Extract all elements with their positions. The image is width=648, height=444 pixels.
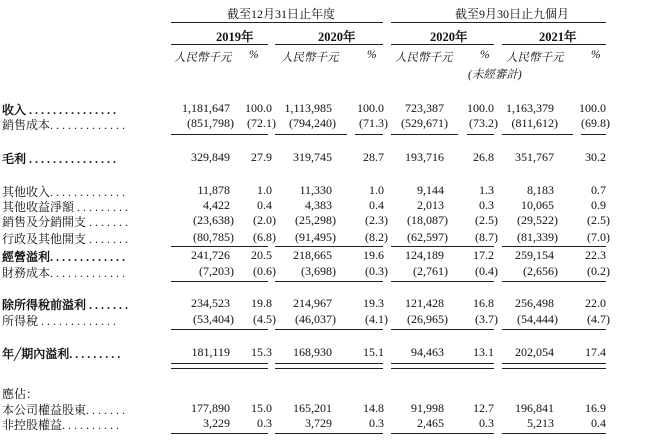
cell: 3,729	[305, 416, 332, 430]
total-double-rule	[391, 363, 494, 369]
cell: 22.3	[585, 248, 606, 262]
row-label: 經營溢利. . . . . . . . . . . . .	[2, 250, 126, 264]
cell: 0.7	[591, 183, 606, 197]
subtotal-rule	[275, 329, 383, 330]
cell: 19.3	[363, 296, 384, 310]
cell: 329,849	[191, 150, 230, 164]
unit-pct: %	[367, 49, 377, 61]
cell: 19.8	[251, 296, 272, 310]
cell: (8.2)	[365, 230, 388, 244]
subtotal-rule	[391, 329, 494, 330]
cell: (71.3)	[359, 116, 388, 130]
cell: (81,339)	[517, 230, 558, 244]
row-label: 銷售及分銷開支 . . . . . . .	[2, 215, 129, 229]
subtotal-rule	[391, 134, 458, 135]
cell: 10,065	[521, 198, 554, 212]
cell: (26,965)	[407, 312, 448, 326]
year-header-2021-9m: 2021年	[539, 30, 577, 44]
cell: 17.4	[585, 345, 606, 359]
cell: 168,930	[293, 345, 332, 359]
cell: 91,998	[411, 401, 444, 415]
cell: 20.5	[251, 248, 272, 262]
cell: 2,013	[417, 198, 444, 212]
cell: 26.8	[473, 150, 494, 164]
year-header-2020-9m: 2020年	[430, 30, 468, 44]
subtotal-rule	[391, 281, 494, 282]
unit-pct: %	[249, 49, 259, 61]
cell: 1,163,379	[506, 101, 554, 115]
total-double-rule	[171, 363, 268, 369]
cell: 22.0	[585, 296, 606, 310]
subtotal-rule	[171, 329, 268, 330]
cell: 234,523	[191, 296, 230, 310]
total-double-rule	[502, 363, 606, 369]
cell: 259,154	[515, 248, 554, 262]
cell: 202,054	[515, 345, 554, 359]
row-label: 其他收入. . . . . . . . . . . . .	[2, 185, 126, 199]
subtotal-rule	[171, 281, 268, 282]
row-label: 財務成本. . . . . . . . . . . . .	[2, 266, 126, 280]
cell: (46,037)	[295, 312, 336, 326]
cell: 100.0	[245, 101, 272, 115]
cell: 100.0	[579, 101, 606, 115]
row-label: 年╱期內溢利. . . . . . . . .	[2, 347, 121, 361]
subtotal-rule	[502, 246, 606, 247]
cell: 0.4	[257, 198, 272, 212]
cell: 12.7	[473, 401, 494, 415]
subtotal-rule	[275, 134, 347, 135]
cell: 8,183	[527, 183, 554, 197]
subtotal-rule	[171, 246, 268, 247]
cell: 13.1	[473, 345, 494, 359]
subtotal-rule	[275, 433, 383, 434]
cell: 3,229	[203, 416, 230, 430]
subtotal-rule	[275, 281, 383, 282]
cell: (0.4)	[475, 264, 498, 278]
cell: 15.0	[251, 401, 272, 415]
cell: 0.3	[479, 416, 494, 430]
subtotal-rule	[275, 246, 383, 247]
row-label: 非控股權益. . . . . . . . . .	[2, 418, 120, 432]
cell: (0.6)	[253, 264, 276, 278]
cell: (2.5)	[475, 213, 498, 227]
cell: (529,671)	[401, 116, 448, 130]
cell: (0.2)	[587, 264, 610, 278]
cell: (54,444)	[517, 312, 558, 326]
cell: (8.7)	[475, 230, 498, 244]
unaudited-note: (未經審計)	[468, 69, 522, 81]
group-header-nine-months: 截至9月30日止九個月	[455, 7, 570, 21]
cell: 196,841	[515, 401, 554, 415]
subtotal-rule	[581, 134, 606, 135]
cell: 100.0	[467, 101, 494, 115]
cell: 4,383	[305, 198, 332, 212]
cell: 0.3	[257, 416, 272, 430]
cell: 124,189	[405, 248, 444, 262]
subtotal-rule	[171, 433, 268, 434]
cell: (29,522)	[517, 213, 558, 227]
cell: (4.1)	[365, 312, 388, 326]
cell: 121,428	[405, 296, 444, 310]
cell: 16.9	[585, 401, 606, 415]
row-label: 除所得稅前溢利 . . . . . . .	[2, 298, 129, 312]
unit-rmb: 人民幣千元	[174, 52, 232, 64]
unit-rmb: 人民幣千元	[281, 52, 339, 64]
unit-rmb: 人民幣千元	[506, 52, 564, 64]
row-label: 本公司權益股東. . . . . . .	[2, 403, 126, 417]
cell: (53,404)	[193, 312, 234, 326]
cell: 28.7	[363, 150, 384, 164]
cell: 27.9	[251, 150, 272, 164]
subtotal-rule	[502, 281, 606, 282]
cell: (851,798)	[187, 116, 234, 130]
row-label: 所得稅 . . . . . . . . . . . . .	[2, 314, 117, 328]
cell: 1.0	[257, 183, 272, 197]
group-header-year-ended: 截至12月31日止年度	[227, 7, 336, 21]
cell: (0.3)	[365, 264, 388, 278]
subtotal-rule	[502, 134, 573, 135]
cell: 11,330	[299, 183, 332, 197]
cell: 241,726	[191, 248, 230, 262]
cell: 256,498	[515, 296, 554, 310]
cell: (6.8)	[253, 230, 276, 244]
cell: (62,597)	[407, 230, 448, 244]
cell: (2.0)	[253, 213, 276, 227]
cell: 0.3	[369, 416, 384, 430]
cell: 1,181,647	[182, 101, 230, 115]
row-label: 毛利 . . . . . . . . . . . . . . .	[2, 152, 117, 166]
subtotal-rule	[467, 134, 494, 135]
cell: 351,767	[515, 150, 554, 164]
cell: 94,463	[411, 345, 444, 359]
cell: (80,785)	[193, 230, 234, 244]
cell: 16.8	[473, 296, 494, 310]
cell: (18,087)	[407, 213, 448, 227]
group-rule-2	[391, 22, 606, 23]
cell: (794,240)	[289, 116, 336, 130]
cell: (2,761)	[413, 264, 448, 278]
cell: 1,113,985	[284, 101, 332, 115]
year-header-2019: 2019年	[216, 30, 254, 44]
unit-pct: %	[480, 49, 490, 61]
cell: 30.2	[585, 150, 606, 164]
subtotal-rule	[241, 134, 268, 135]
cell: 214,967	[293, 296, 332, 310]
cell: (2,656)	[523, 264, 558, 278]
row-label: 應佔：	[2, 387, 39, 401]
cell: 165,201	[293, 401, 332, 415]
cell: 193,716	[405, 150, 444, 164]
cell: (2.5)	[587, 213, 610, 227]
cell: 723,387	[405, 101, 444, 115]
subtotal-rule	[502, 433, 606, 434]
cell: (91,495)	[295, 230, 336, 244]
cell: 17.2	[473, 248, 494, 262]
cell: (7.0)	[587, 230, 610, 244]
cell: 9,144	[417, 183, 444, 197]
cell: 0.4	[591, 416, 606, 430]
cell: (4.5)	[253, 312, 276, 326]
cell: (2.3)	[365, 213, 388, 227]
cell: 1.3	[479, 183, 494, 197]
subtotal-rule	[391, 433, 494, 434]
year-header-2020: 2020年	[318, 30, 356, 44]
subtotal-rule	[355, 134, 383, 135]
subtotal-rule	[502, 329, 606, 330]
cell: (23,638)	[193, 213, 234, 227]
year-rule	[502, 44, 606, 45]
cell: 0.3	[479, 198, 494, 212]
cell: (69.8)	[581, 116, 610, 130]
cell: (7,203)	[199, 264, 234, 278]
cell: 4,422	[203, 198, 230, 212]
subtotal-rule	[391, 246, 494, 247]
cell: 181,119	[191, 345, 230, 359]
row-label: 銷售成本. . . . . . . . . . . . .	[2, 118, 126, 132]
cell: (3.7)	[475, 312, 498, 326]
cell: 11,878	[197, 183, 230, 197]
row-label: 行政及其他開支 . . . . . . .	[2, 232, 129, 246]
cell: 5,213	[527, 416, 554, 430]
total-double-rule	[275, 363, 383, 369]
cell: 100.0	[357, 101, 384, 115]
cell: (73.2)	[469, 116, 498, 130]
cell: (72.1)	[247, 116, 276, 130]
cell: 177,890	[191, 401, 230, 415]
group-rule-1	[171, 22, 383, 23]
cell: 319,745	[293, 150, 332, 164]
unit-pct: %	[591, 49, 601, 61]
row-label: 其他收益淨額 . . . . . . . . .	[2, 200, 129, 214]
cell: 15.1	[363, 345, 384, 359]
year-rule	[275, 44, 383, 45]
cell: (811,612)	[511, 116, 558, 130]
cell: (25,298)	[295, 213, 336, 227]
cell: (3,698)	[301, 264, 336, 278]
cell: 14.8	[363, 401, 384, 415]
row-label: 收入 . . . . . . . . . . . . . . .	[2, 103, 117, 117]
cell: (4.7)	[587, 312, 610, 326]
cell: 1.0	[369, 183, 384, 197]
year-rule	[171, 44, 268, 45]
cell: 15.3	[251, 345, 272, 359]
cell: 19.6	[363, 248, 384, 262]
year-rule	[391, 44, 494, 45]
cell: 0.9	[591, 198, 606, 212]
cell: 2,465	[417, 416, 444, 430]
cell: 0.4	[369, 198, 384, 212]
cell: 218,665	[293, 248, 332, 262]
unit-rmb: 人民幣千元	[395, 52, 453, 64]
